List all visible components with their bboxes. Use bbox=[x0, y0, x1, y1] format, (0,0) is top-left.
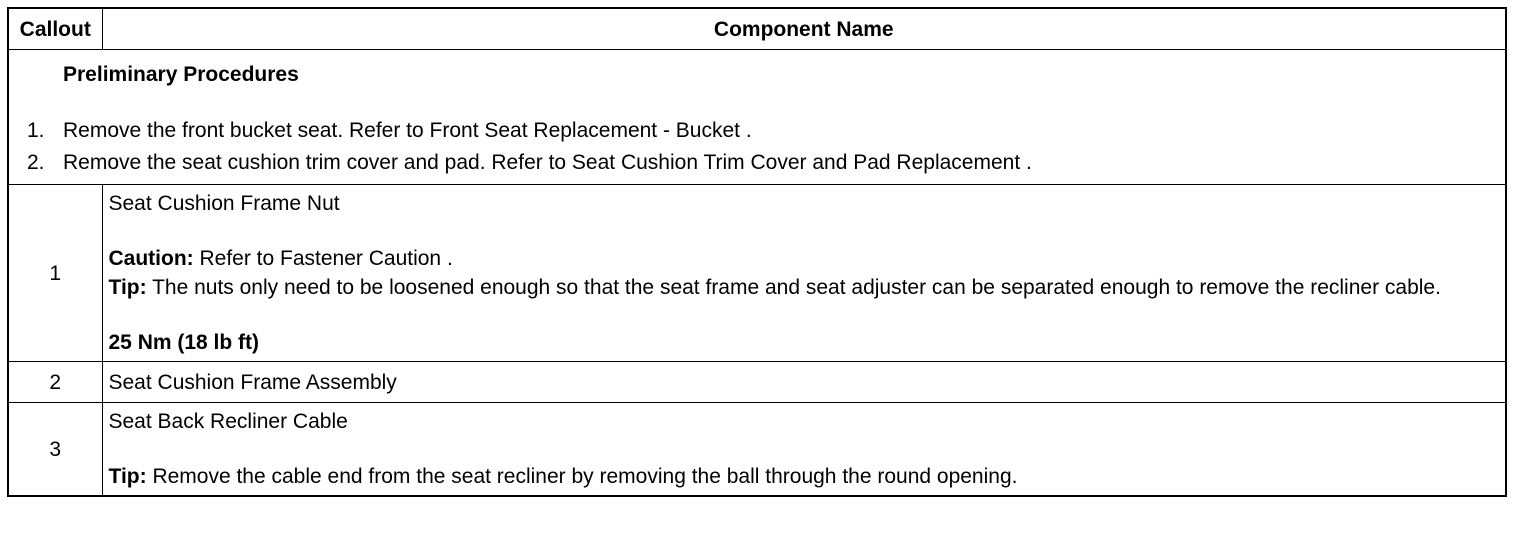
step-text: Remove the front bucket seat. Refer to Front Seat Replacement - Bucket . bbox=[63, 119, 752, 142]
table-row bbox=[8, 185, 1506, 362]
procedure-table bbox=[7, 7, 1507, 497]
tip-text: Remove the cable end from the seat recliner by removing the ball through the round opening. bbox=[146, 465, 1018, 488]
table-row bbox=[8, 362, 1506, 403]
preliminary-step bbox=[27, 148, 1499, 180]
tip-text: The nuts only need to be loosened enough so that the seat frame and seat adjuster can be separated enough to remove the recliner cable. bbox=[146, 276, 1441, 299]
component-name: Seat Cushion Frame Nut bbox=[108, 192, 340, 215]
component-cell bbox=[102, 403, 1506, 497]
preliminary-title: Preliminary Procedures bbox=[63, 63, 299, 86]
step-number: 2. bbox=[27, 151, 45, 174]
preliminary-step bbox=[27, 116, 1499, 148]
table-row bbox=[8, 403, 1506, 497]
preliminary-row bbox=[8, 50, 1506, 185]
tip-note bbox=[109, 273, 1500, 302]
tip-note bbox=[109, 462, 1500, 491]
step-text: Remove the seat cushion trim cover and pad. Refer to Seat Cushion Trim Cover and Pad Replacement . bbox=[63, 151, 1032, 174]
caution-text: Refer to Fastener Caution . bbox=[193, 247, 453, 270]
step-number: 1. bbox=[27, 119, 45, 142]
callout-number: 2 bbox=[8, 362, 102, 403]
caution-note bbox=[109, 244, 1500, 273]
preliminary-steps bbox=[27, 116, 1499, 180]
component-name-header: Component Name bbox=[102, 8, 1506, 50]
callout-header: Callout bbox=[8, 8, 102, 50]
component-name: Seat Back Recliner Cable bbox=[108, 410, 348, 433]
callout-number: 1 bbox=[8, 185, 102, 362]
tip-label: Tip: bbox=[108, 465, 147, 488]
component-cell bbox=[102, 185, 1506, 362]
torque-spec: 25 Nm (18 lb ft) bbox=[108, 331, 260, 354]
tip-label: Tip: bbox=[108, 276, 147, 299]
component-name: Seat Cushion Frame Assembly bbox=[102, 362, 1506, 403]
caution-label: Caution: bbox=[108, 247, 194, 270]
header-row bbox=[8, 8, 1506, 50]
preliminary-cell bbox=[8, 50, 1506, 185]
callout-number: 3 bbox=[8, 403, 102, 497]
